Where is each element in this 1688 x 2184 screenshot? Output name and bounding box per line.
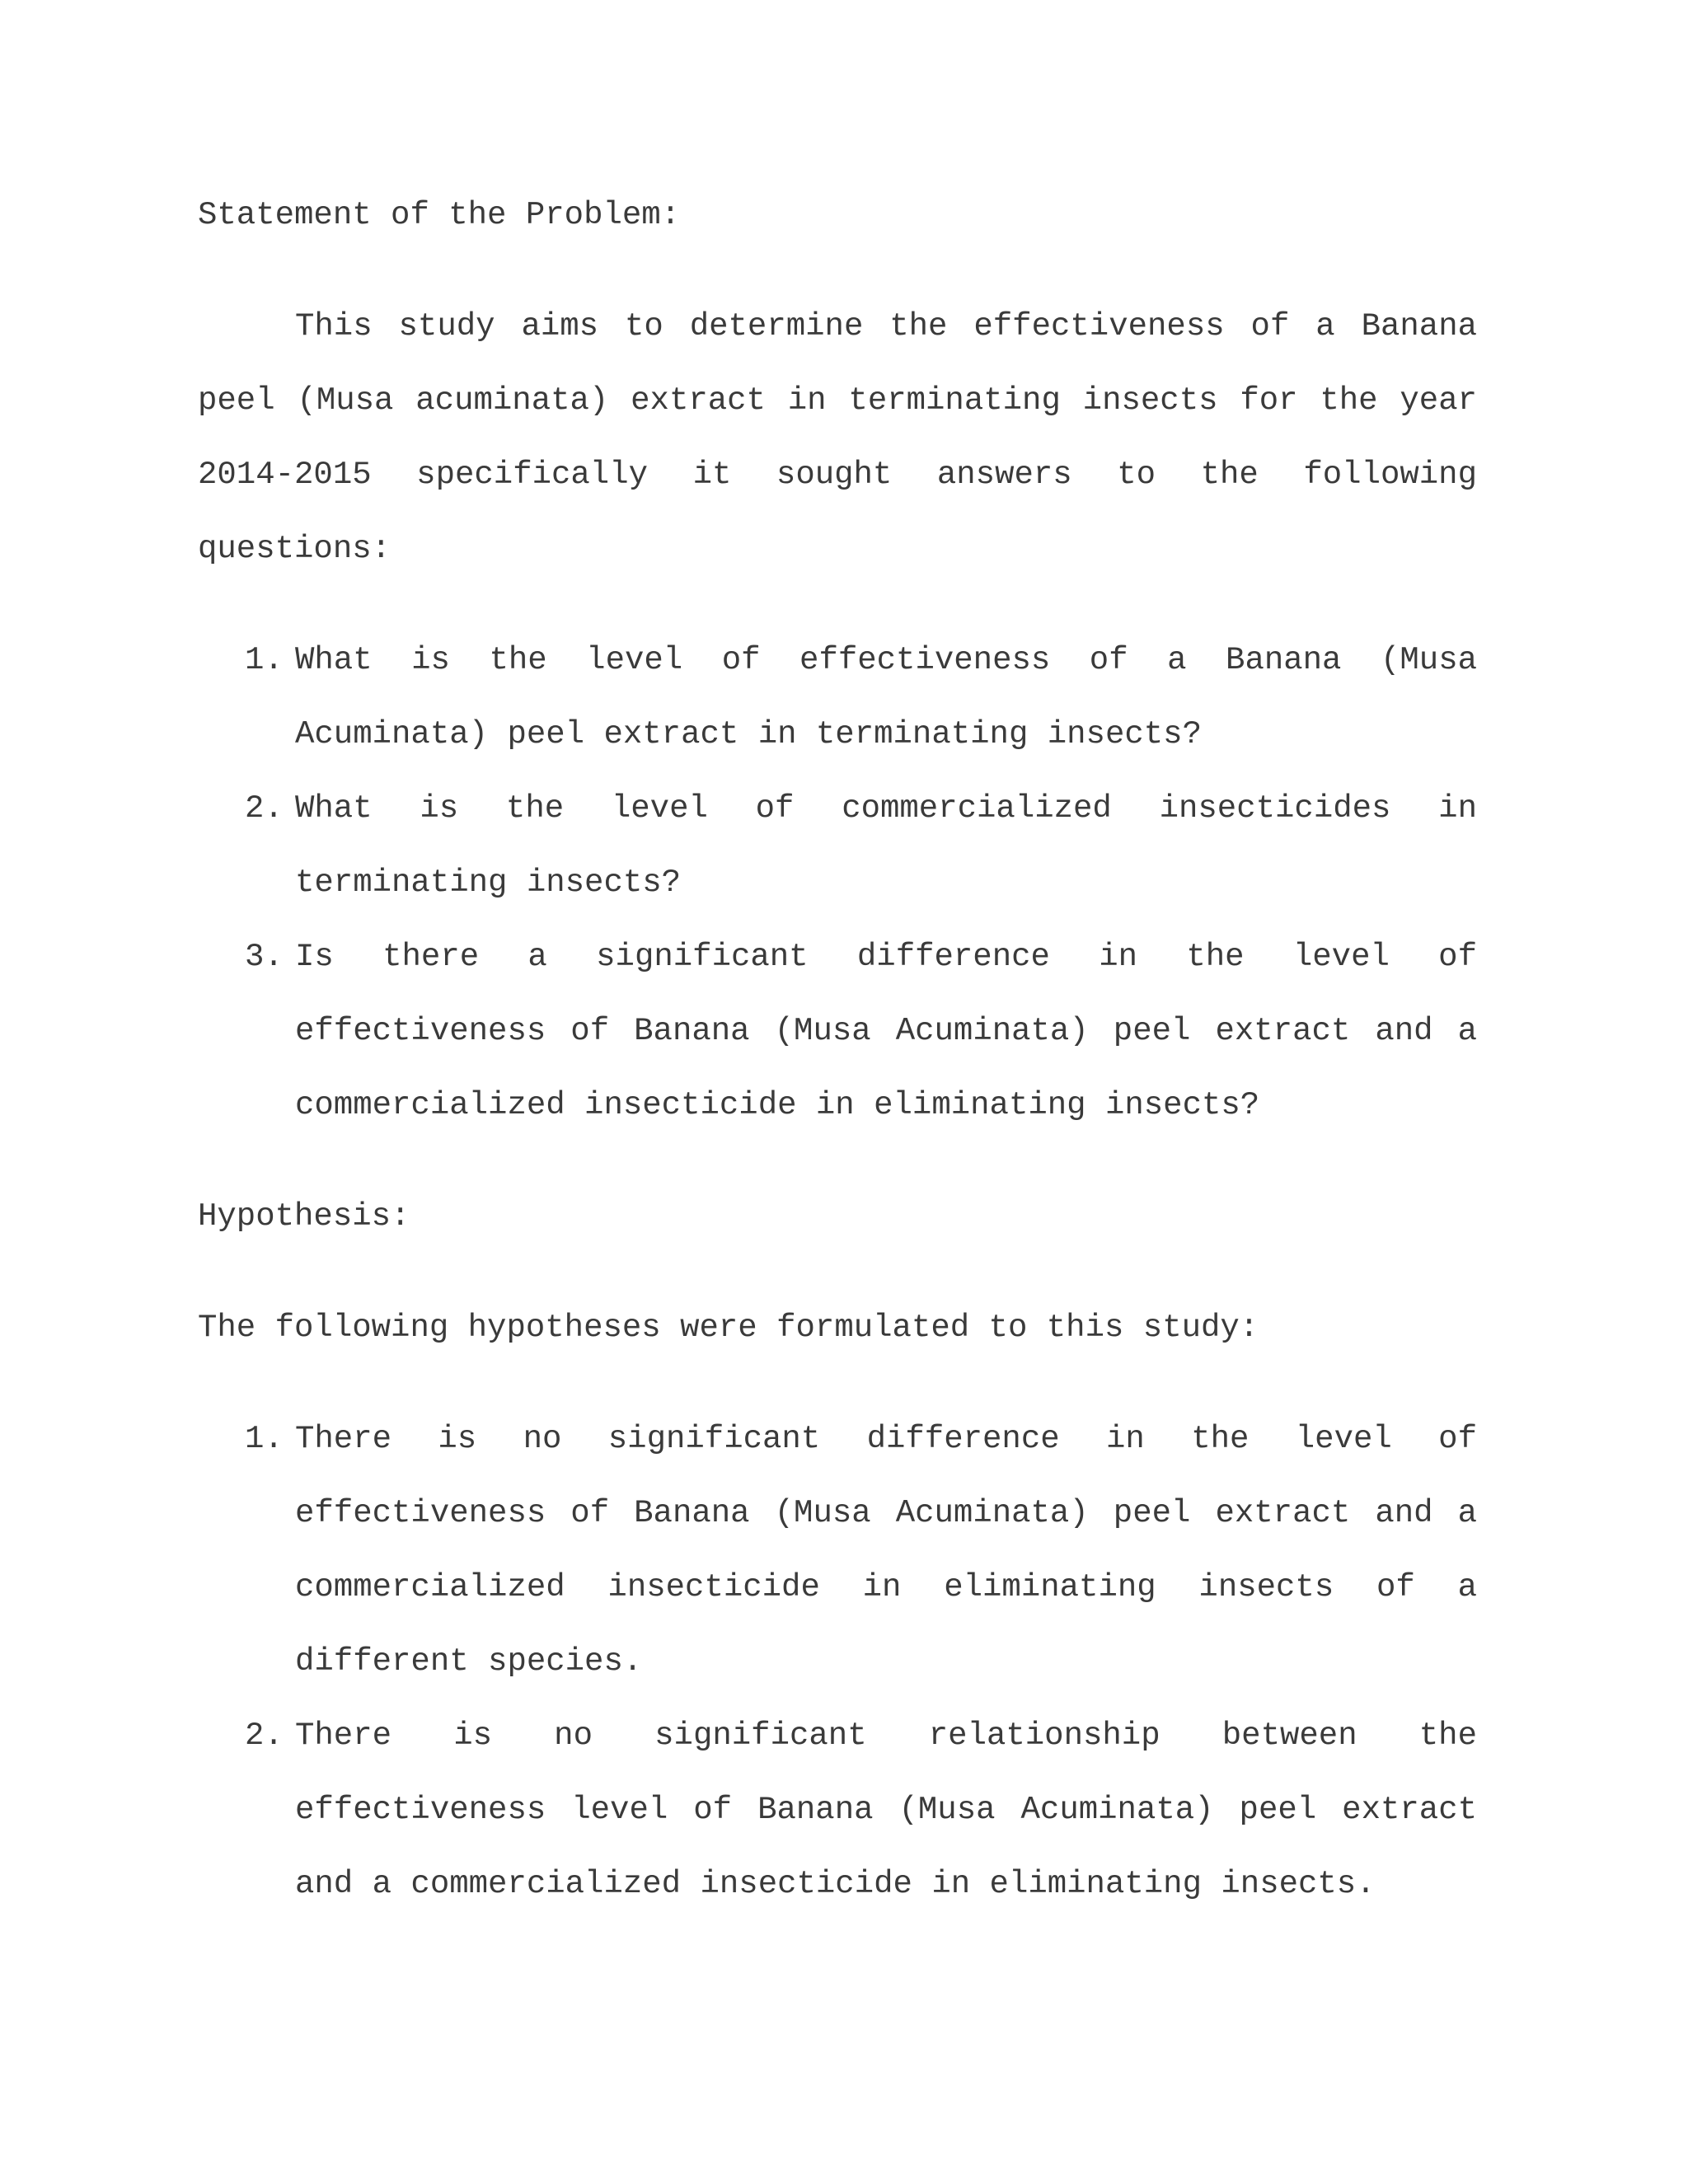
list-item xyxy=(198,771,1477,920)
statement-intro-paragraph: This study aims to determine the effectiveness of a Banana peel (Musa acuminata) extract in terminating insects for the year 2014-2015 specifically it sought answers to the following questions: xyxy=(198,308,1477,567)
list-item-text: There is no significant relationship between the effectiveness level of Banana (Musa Acuminata) peel extract and a commercialized insecticide in eliminating insects. xyxy=(295,1718,1477,1902)
list-item xyxy=(198,1699,1477,1921)
list-item-number: 2. xyxy=(245,1718,284,1754)
statement-heading: Statement of the Problem: xyxy=(198,197,681,233)
list-item-number: 3. xyxy=(245,939,284,975)
list-item-text: What is the level of commercialized insecticides in terminating insects? xyxy=(295,790,1477,901)
list-item-text: What is the level of effectiveness of a Banana (Musa Acuminata) peel extract in terminating insects? xyxy=(295,642,1477,752)
hypothesis-intro: The following hypotheses were formulated to this study: xyxy=(198,1310,1259,1346)
hypotheses-list xyxy=(198,1402,1477,1921)
hypothesis-heading: Hypothesis: xyxy=(198,1198,410,1235)
research-questions-list xyxy=(198,623,1477,1142)
list-item-text: There is no significant difference in the level of effectiveness of Banana (Musa Acuminata) peel extract and a commercialized insecticide in eliminating insects of a different species. xyxy=(295,1421,1477,1680)
list-item xyxy=(198,920,1477,1142)
list-item-number: 2. xyxy=(245,790,284,827)
list-item-text: Is there a significant difference in the level of effectiveness of Banana (Musa Acuminata) peel extract and a commercialized insecticide in eliminating insects? xyxy=(295,939,1477,1123)
list-item xyxy=(198,1402,1477,1699)
list-item xyxy=(198,623,1477,771)
list-item-number: 1. xyxy=(245,642,284,678)
list-item-number: 1. xyxy=(245,1421,284,1457)
